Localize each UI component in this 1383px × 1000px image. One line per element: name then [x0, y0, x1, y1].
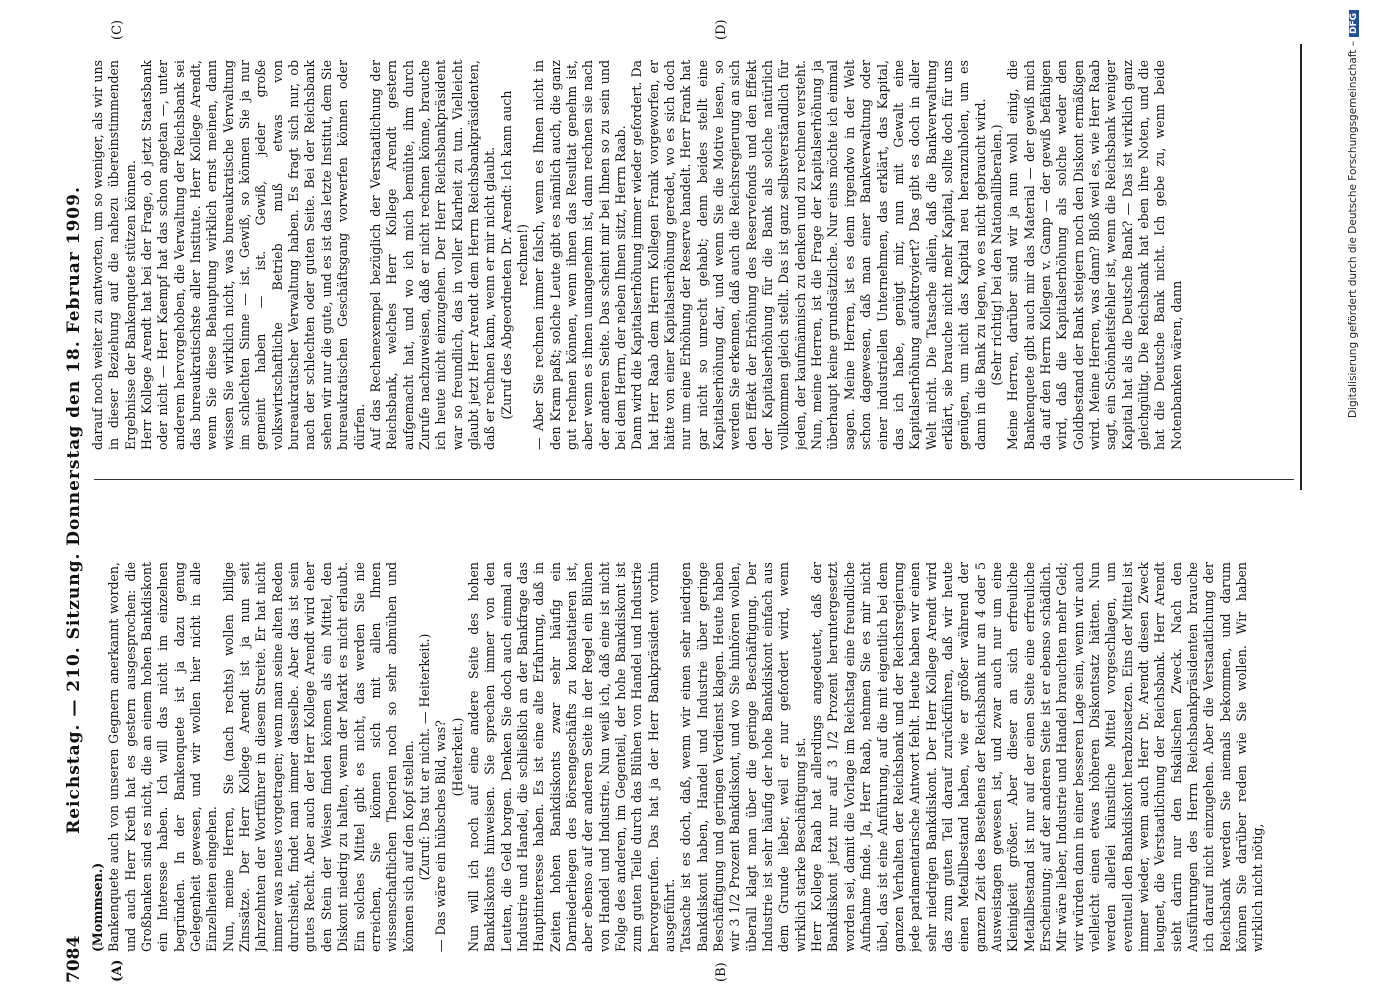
paragraph: Bankenquete auch von unseren Gegnern anerkannt worden, und auch Herr Kreth hat es gestern ausgesprochen: die Großbanken sind es nicht, die an einem hohen Bankdiskont ein Interesse haben. Ich will das nicht im einzelnen begründen. In der Bankenquete ist ja dazu genug Gelegenheit gewesen, und wir wollen hier nicht in alle Einzelheiten eingehen. [105, 562, 219, 952]
paragraph: — Aber Sie rechnen immer falsch, wenn es Ihnen nicht in den Kram paßt; solche Leute gibt es nämlich auch, die ganz gut rechnen können, wenn ihnen das Resultat genehm ist, aber wenn es ihnen unangenehm ist, dann rechnen sie nach der anderen Seite. Das scheint mir bei Ihnen so zu sein und bei dem Herrn, der neben Ihnen sitzt, Herrn Raab. [530, 60, 628, 450]
interjection: (Sehr richtig! bei den Nationalliberalen.) [988, 124, 1004, 386]
column-divider [94, 479, 1294, 480]
margin-marker-b: (B) [713, 962, 729, 982]
paragraph: Herr Kollege Raab hat allerdings angedeutet, daß der Bankdiskont jetzt nur auf 3 1/2 Prozent heruntergesetzt worden sei, damit die Vorlage im Reichstag eine freundliche Aufnahme finde. Ja, Herr Raab, nehmen Sie es mir nicht übel, das ist eine Anführung, auf die mit eigentlich bei dem ganzen Verhalten der Reichsbank und der Reichsregierung jede parlamentarische Antwort fehlt. Heute haben wir einen sehr niedrigen Bankdiskont. Der Herr Kollege Arendt wird das zum guten Teil darauf zurückführen, daß wir heute einen Metallbestand haben, wie er größer während der ganzen Zeit des Bestehens der Reichsbank nur an 4 oder 5 Ausweistagen gewesen ist, und zwar auch nur um eine Kleinigkeit größer. Aber dieser an sich erfreuliche Metallbestand ist nur auf der einen Seite eine erfreuliche Erscheinung; auf der anderen Seite ist er ebenso schädlich. Mir wäre lieber, Industrie und Handel brauchten mehr Geld; wir würden dann in einer besseren Lage sein, wenn wir auch vielleicht einen etwas höheren Diskontsatz hätten. Nun werden allerlei künstliche Mittel vorgeschlagen, um eventuell den Bankdiskont herabzusetzen. Eins der Mittel ist immer wieder, wenn auch Herr Dr. Arendt diesen Zweck leugnet, die Verstaatlichung der Reichsbank. Herr Arendt sieht darin nur den fiskalischen Zweck. Nach den Ausführungen des Herrn Reichsbankpräsidenten brauche ich darauf nicht einzugehen. Aber die Verstaatlichung der Reichsbank werden Sie niemals bekommen, und darum können Sie darüber reden wie Sie wollen. Wir haben wirklich nicht nötig, [808, 562, 1265, 952]
paragraph: Auf das Rechenexempel bezüglich der Verstaatlichung der Reichsbank, welches Herr Kollege Arendt gestern aufgemacht hat, und wo ich mich bemühte, ihm durch Zurufe nachzuweisen, daß er nicht rechnen könne, brauche ich heute nicht einzugehen. Der Herr Reichsbankpräsident war so freundlich, das in voller Klarheit zu tun. Vielleicht glaubt jetzt Herr Arendt dem Herrn Reichsbankpräsidenten, daß er rechnen kann, wenn er mir nicht glaubt. [367, 60, 497, 450]
speaker-name: (Mommsen.) [89, 862, 105, 952]
dfg-logo: DFG [1349, 10, 1359, 37]
paragraph: Nun will ich noch auf eine andere Seite des hohen Bankdiskonts hinweisen. Sie sprechen immer von den Leuten, die Geld borgen. Denken Sie doch auch einmal an Industrie und Handel, die schließlich an der Bankfrage das Hauptinteresse haben. Es ist eine alte Erfahrung, daß in Zeiten hohen Bankdiskonts zwar sehr häufig ein Darniederliegen des Börsengeschäfts zu konstatieren ist, aber ebenso auf der anderen Seite in der Regel ein Blühen von Handel und Industrie. Nun weiß ich, daß eine ist nicht Folge des anderen, im Gegenteil, der hohe Bankdiskont ist zum guten Teile durch das Blühen von Handel und Industrie hervorgerufen. Das hat ja der Herr Bankpräsident vorhin ausgeführt. [465, 562, 677, 952]
paragraph: Dann wird die Kapitalserhöhung immer wieder gefordert. Da hat Herr Raab dem Herrn Kollegen Frank vorgeworfen, er hätte von einer Kapitalserhöhung geredet, wo es sich doch nur um eine Erhöhung der Reserve handelt. Herr Frank hat gar nicht so unrecht gehabt; denn beides stellt eine Kapitalserhöhung dar, und wenn Sie die Motive lesen, so werden Sie erkennen, daß auch die Reichsregierung an sich den Effekt der Erhöhung des Reservefonds und den Effekt der Kapitalserhöhung für die Bank als solche natürlich vollkommen gleich stellt. Das ist ganz selbstverständlich für jeden, der kaufmännisch zu denken und zu rechnen versteht. [628, 60, 808, 450]
digitization-credit [1347, 10, 1367, 990]
rotated-page [2, 10, 1383, 990]
left-text-column [90, 562, 1295, 952]
interjection: (Zuruf des Abgeordneten Dr. Arendt: Ich kann auch rechnen!) [498, 90, 530, 420]
paragraph: Nun, meine Herren, ist die Frage der Kapitalserhöhung ja überhaupt keine grundsätzliche. Nur eins möchte ich einmal sagen. Meine Herren, ist es denn irgendwo in der Welt schon dagewesen, daß man einer Bankverwaltung oder einer industriellen Unternehmen, das erklärt, das Kapital, das ich habe, genügt mir, nun mit Gewalt eine Kapitalserhöhung aufoktroyiert? Das gibt es doch in aller Welt nicht. Die Tatsache allein, daß die Bankverwaltung erklärt, sie brauche nicht mehr Kapital, sollte doch für uns genügen, um nicht das Kapital neu heranzuholen, um es dann in die Bank zu legen, wo es nicht gebraucht wird. [808, 60, 988, 450]
margin-marker-d: (D) [713, 19, 729, 40]
interjection: (Heiterkeit.) [449, 717, 465, 797]
paragraph: Meine Herren, darüber sind wir ja nun wohl einig, die Bankenquete gibt auch mir das Material — der gewiß mich da auf den Herrn Kollegen v. Gamp — der gewiß befähigen wird, daß die Kapitalserhöhung als solche weder den Goldbestand der Bank steigern noch den Diskont ermäßigen wird. Meine Herren, was dann? Bloß weil es, wie Herr Raab sagt, ein Schönheitsfehler ist, wenn die Reichsbank weniger Kapital hat als die Deutsche Bank? — Das ist wirklich ganz gleichgültig. Die Reichsbank hat eben ihre Noten, und die hat die Deutsche Bank nicht. Ich gebe zu, wenn beide Notenbanken wären, dann [1004, 60, 1184, 450]
interjection: (Zuruf: Das tut er nicht. — Heiterkeit.) [416, 633, 432, 881]
right-text-column [90, 60, 1295, 450]
credit-text: Digitalisierung gefördert durch die Deutsche Forschungsgemeinschaft – [1346, 41, 1359, 418]
paragraph: darauf noch weiter zu antworten, um so weniger, als wir uns in dieser Beziehung auf die nahezu übereinstimmenden Ergebnisse der Bankenquete stützen können. [89, 60, 138, 450]
page-header-title: Reichstag. — 210. Sitzung. Donnerstag den 18. Februar 1909. [63, 186, 84, 834]
page-number: 7084 [63, 935, 84, 983]
header-rule [1300, 44, 1302, 490]
paragraph: Nun, meine Herren, Sie (nach rechts) wollen billige Zinssätze. Der Herr Kollege Arendt ist ja nun seit Jahrzehnten der Wortführer in diesem Streite. Er hat nicht immer was neues vorgetragen; wenn man seine alten Reden durchsieht, findet man immer dasselbe. Aber das ist sein gutes Recht. Aber auch der Herr Kollege Arendt wird eher den Stein der Weisen finden können als ein Mittel, den Diskont niedrig zu halten, wenn der Markt es nicht erlaubt. Ein solches Mittel gibt es nicht, das werden Sie nie erreichen, Sie können sich mit allen Ihnen wissenschaftlichen Theorien noch so sehr abmühen und können sich auf den Kopf stellen. [220, 562, 416, 952]
paragraph: Tatsache ist es doch, daß, wenn wir einen sehr niedrigen Bankdiskont haben, Handel und Industrie über geringe Beschäftigung und geringen Verdienst klagen. Heute haben wir 3 1/2 Prozent Bankdiskont, und wo Sie hinhören wollen, überall klagt man über die geringe Beschäftigung. Der Industrie ist sehr häufig der hohe Bankdiskont einfach aus dem Grunde lieber, weil er nur gefordert wird, wenn wirklich starke Beschäftigung ist. [677, 562, 808, 952]
margin-marker-a: (A) [109, 959, 125, 982]
paragraph: — Das wäre ein hübsches Bild, was? [432, 720, 448, 952]
paragraph: Herr Kollege Arendt hat bei der Frage, ob jetzt Staatsbank oder nicht — Herr Kaempf hat das schon angetan —, unter anderem hervorgehoben, die Verwaltung der Reichsbank sei das bureaukratischste aller Institute. Herr Kollege Arendt, wenn Sie diese Behauptung wirklich ernst meinen, dann wissen Sie wirklich nicht, was bureaukratische Verwaltung im schlechten Sinne — ist. Gewiß, so können Sie ja nur gemeint haben — ist. Gewiß, jeder große volkswirtschaftliche Betrieb muß etwas von bureaukratischer Verwaltung haben. Es fragt sich nur, ob nach der schlechten oder guten Seite. Bei der Reichsbank sehen wir nur die gute, und es ist das letzte Institut, dem Sie bureaukratischen Geschäftsgang vorwerfen können oder dürfen. [138, 60, 366, 450]
margin-marker-c: (C) [109, 19, 125, 40]
